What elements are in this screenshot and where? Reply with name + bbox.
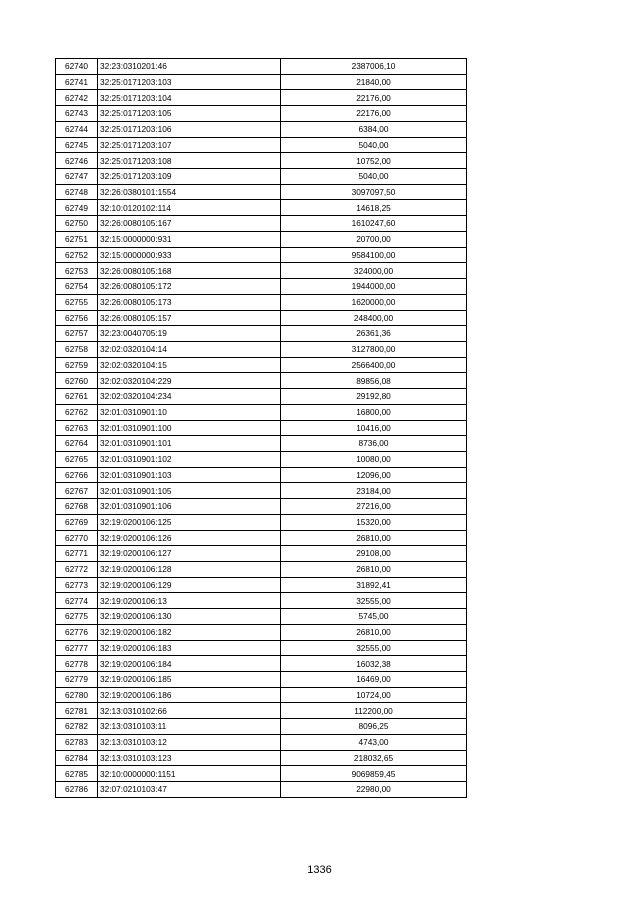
cadastral-value-cell: 26810,00 [281, 562, 467, 578]
row-number-cell: 62775 [56, 609, 98, 625]
row-number-cell: 62751 [56, 231, 98, 247]
cadastral-number-cell: 32:15:0000000:931 [98, 231, 281, 247]
cadastral-number-cell: 32:19:0200106:186 [98, 687, 281, 703]
table-row [56, 640, 467, 656]
cadastral-value-cell: 1610247,60 [281, 216, 467, 232]
row-number-cell: 62744 [56, 121, 98, 137]
cadastral-number-cell: 32:13:0310103:11 [98, 719, 281, 735]
cadastral-number-cell: 32:02:0320104:15 [98, 357, 281, 373]
row-number-cell: 62753 [56, 263, 98, 279]
cadastral-number-cell: 32:26:0080105:173 [98, 294, 281, 310]
cadastral-value-cell: 112200,00 [281, 703, 467, 719]
cadastral-value-cell: 10752,00 [281, 153, 467, 169]
row-number-cell: 62743 [56, 106, 98, 122]
cadastral-value-cell: 2387006,10 [281, 59, 467, 75]
row-number-cell: 62740 [56, 59, 98, 75]
cadastral-number-cell: 32:01:0310901:100 [98, 420, 281, 436]
cadastral-value-cell: 27216,00 [281, 499, 467, 515]
cadastral-number-cell: 32:26:0080105:167 [98, 216, 281, 232]
table-row [56, 782, 467, 798]
table-row [56, 90, 467, 106]
row-number-cell: 62769 [56, 514, 98, 530]
cadastral-value-cell: 2566400,00 [281, 357, 467, 373]
table-row [56, 247, 467, 263]
table-row [56, 310, 467, 326]
row-number-cell: 62766 [56, 467, 98, 483]
cadastral-value-cell: 15320,00 [281, 514, 467, 530]
row-number-cell: 62761 [56, 389, 98, 405]
cadastral-number-cell: 32:10:0120102:114 [98, 200, 281, 216]
cadastral-number-cell: 32:25:0171203:106 [98, 121, 281, 137]
cadastral-value-cell: 1944000,00 [281, 279, 467, 295]
table-container [55, 58, 466, 798]
cadastral-number-cell: 32:19:0200106:129 [98, 577, 281, 593]
cadastral-number-cell: 32:26:0080105:168 [98, 263, 281, 279]
row-number-cell: 62779 [56, 672, 98, 688]
row-number-cell: 62765 [56, 451, 98, 467]
cadastral-number-cell: 32:02:0320104:14 [98, 341, 281, 357]
cadastral-value-cell: 22980,00 [281, 782, 467, 798]
table-row [56, 593, 467, 609]
row-number-cell: 62754 [56, 279, 98, 295]
cadastral-number-cell: 32:13:0310103:12 [98, 734, 281, 750]
cadastral-value-cell: 16800,00 [281, 404, 467, 420]
cadastral-number-cell: 32:13:0310103:123 [98, 750, 281, 766]
cadastral-number-cell: 32:02:0320104:234 [98, 389, 281, 405]
cadastral-number-cell: 32:01:0310901:103 [98, 467, 281, 483]
cadastral-number-cell: 32:19:0200106:185 [98, 672, 281, 688]
cadastral-number-cell: 32:19:0200106:130 [98, 609, 281, 625]
cadastral-value-cell: 26810,00 [281, 624, 467, 640]
cadastral-value-cell: 29108,00 [281, 546, 467, 562]
cadastral-number-cell: 32:19:0200106:127 [98, 546, 281, 562]
table-row [56, 687, 467, 703]
cadastral-number-cell: 32:07:0210103:47 [98, 782, 281, 798]
row-number-cell: 62741 [56, 74, 98, 90]
row-number-cell: 62750 [56, 216, 98, 232]
cadastral-number-cell: 32:01:0310901:106 [98, 499, 281, 515]
table-row [56, 294, 467, 310]
row-number-cell: 62742 [56, 90, 98, 106]
table-row [56, 703, 467, 719]
table-row [56, 530, 467, 546]
cadastral-value-cell: 20700,00 [281, 231, 467, 247]
cadastral-number-cell: 32:26:0080105:172 [98, 279, 281, 295]
row-number-cell: 62774 [56, 593, 98, 609]
row-number-cell: 62777 [56, 640, 98, 656]
cadastral-number-cell: 32:25:0171203:105 [98, 106, 281, 122]
cadastral-number-cell: 32:23:0040705:19 [98, 326, 281, 342]
row-number-cell: 62771 [56, 546, 98, 562]
cadastral-value-cell: 4743,00 [281, 734, 467, 750]
table-row [56, 231, 467, 247]
row-number-cell: 62759 [56, 357, 98, 373]
row-number-cell: 62786 [56, 782, 98, 798]
cadastral-value-cell: 23184,00 [281, 483, 467, 499]
cadastral-value-cell: 10416,00 [281, 420, 467, 436]
row-number-cell: 62767 [56, 483, 98, 499]
table-row [56, 624, 467, 640]
cadastral-value-table [55, 58, 467, 798]
row-number-cell: 62758 [56, 341, 98, 357]
table-row [56, 734, 467, 750]
table-row [56, 169, 467, 185]
table-row [56, 483, 467, 499]
cadastral-value-cell: 9584100,00 [281, 247, 467, 263]
table-row [56, 467, 467, 483]
cadastral-value-cell: 5745,00 [281, 609, 467, 625]
cadastral-number-cell: 32:26:0380101:1554 [98, 184, 281, 200]
row-number-cell: 62749 [56, 200, 98, 216]
row-number-cell: 62764 [56, 436, 98, 452]
cadastral-value-cell: 3097097,50 [281, 184, 467, 200]
row-number-cell: 62768 [56, 499, 98, 515]
table-row [56, 750, 467, 766]
cadastral-number-cell: 32:10:0000000:1151 [98, 766, 281, 782]
cadastral-value-cell: 5040,00 [281, 137, 467, 153]
row-number-cell: 62756 [56, 310, 98, 326]
cadastral-value-cell: 10080,00 [281, 451, 467, 467]
cadastral-value-cell: 8736,00 [281, 436, 467, 452]
cadastral-value-cell: 8096,25 [281, 719, 467, 735]
row-number-cell: 62783 [56, 734, 98, 750]
table-row [56, 420, 467, 436]
row-number-cell: 62778 [56, 656, 98, 672]
table-row [56, 326, 467, 342]
table-row [56, 766, 467, 782]
cadastral-value-cell: 5040,00 [281, 169, 467, 185]
table-row [56, 279, 467, 295]
table-row [56, 656, 467, 672]
cadastral-value-cell: 10724,00 [281, 687, 467, 703]
cadastral-number-cell: 32:01:0310901:101 [98, 436, 281, 452]
table-row [56, 546, 467, 562]
row-number-cell: 62781 [56, 703, 98, 719]
row-number-cell: 62752 [56, 247, 98, 263]
table-row [56, 436, 467, 452]
cadastral-number-cell: 32:19:0200106:13 [98, 593, 281, 609]
table-row [56, 357, 467, 373]
row-number-cell: 62782 [56, 719, 98, 735]
table-row [56, 137, 467, 153]
cadastral-number-cell: 32:25:0171203:103 [98, 74, 281, 90]
cadastral-number-cell: 32:25:0171203:104 [98, 90, 281, 106]
cadastral-number-cell: 32:19:0200106:125 [98, 514, 281, 530]
cadastral-value-cell: 22176,00 [281, 106, 467, 122]
cadastral-number-cell: 32:01:0310901:102 [98, 451, 281, 467]
cadastral-number-cell: 32:19:0200106:182 [98, 624, 281, 640]
row-number-cell: 62773 [56, 577, 98, 593]
table-row [56, 341, 467, 357]
cadastral-value-cell: 32555,00 [281, 640, 467, 656]
table-row [56, 404, 467, 420]
cadastral-number-cell: 32:25:0171203:107 [98, 137, 281, 153]
cadastral-number-cell: 32:19:0200106:128 [98, 562, 281, 578]
table-row [56, 200, 467, 216]
row-number-cell: 62757 [56, 326, 98, 342]
cadastral-number-cell: 32:02:0320104:229 [98, 373, 281, 389]
cadastral-number-cell: 32:19:0200106:184 [98, 656, 281, 672]
cadastral-number-cell: 32:23:0310201:46 [98, 59, 281, 75]
table-row [56, 389, 467, 405]
cadastral-number-cell: 32:01:0310901:10 [98, 404, 281, 420]
cadastral-value-cell: 14618,25 [281, 200, 467, 216]
cadastral-number-cell: 32:26:0080105:157 [98, 310, 281, 326]
row-number-cell: 62746 [56, 153, 98, 169]
cadastral-value-cell: 12096,00 [281, 467, 467, 483]
cadastral-value-cell: 9069859,45 [281, 766, 467, 782]
row-number-cell: 62770 [56, 530, 98, 546]
row-number-cell: 62762 [56, 404, 98, 420]
row-number-cell: 62760 [56, 373, 98, 389]
table-row [56, 216, 467, 232]
cadastral-value-cell: 6384,00 [281, 121, 467, 137]
cadastral-value-cell: 32555,00 [281, 593, 467, 609]
cadastral-number-cell: 32:19:0200106:126 [98, 530, 281, 546]
table-row [56, 106, 467, 122]
cadastral-value-cell: 218032,65 [281, 750, 467, 766]
row-number-cell: 62747 [56, 169, 98, 185]
table-row [56, 451, 467, 467]
cadastral-value-cell: 1620000,00 [281, 294, 467, 310]
cadastral-value-cell: 16032,38 [281, 656, 467, 672]
table-body [56, 59, 467, 798]
row-number-cell: 62784 [56, 750, 98, 766]
table-row [56, 263, 467, 279]
page-number: 1336 [307, 864, 332, 876]
cadastral-value-cell: 3127800,00 [281, 341, 467, 357]
cadastral-value-cell: 29192,80 [281, 389, 467, 405]
table-row [56, 719, 467, 735]
table-row [56, 74, 467, 90]
row-number-cell: 62745 [56, 137, 98, 153]
cadastral-number-cell: 32:13:0310102:66 [98, 703, 281, 719]
row-number-cell: 62772 [56, 562, 98, 578]
cadastral-value-cell: 21840,00 [281, 74, 467, 90]
cadastral-number-cell: 32:25:0171203:109 [98, 169, 281, 185]
row-number-cell: 62785 [56, 766, 98, 782]
table-row [56, 577, 467, 593]
cadastral-number-cell: 32:15:0000000:933 [98, 247, 281, 263]
table-row [56, 562, 467, 578]
table-row [56, 59, 467, 75]
row-number-cell: 62748 [56, 184, 98, 200]
row-number-cell: 62763 [56, 420, 98, 436]
cadastral-number-cell: 32:19:0200106:183 [98, 640, 281, 656]
table-row [56, 184, 467, 200]
table-row [56, 499, 467, 515]
row-number-cell: 62776 [56, 624, 98, 640]
cadastral-number-cell: 32:25:0171203:108 [98, 153, 281, 169]
table-row [56, 672, 467, 688]
table-row [56, 514, 467, 530]
cadastral-number-cell: 32:01:0310901:105 [98, 483, 281, 499]
table-row [56, 609, 467, 625]
cadastral-value-cell: 16469,00 [281, 672, 467, 688]
cadastral-value-cell: 324000,00 [281, 263, 467, 279]
row-number-cell: 62755 [56, 294, 98, 310]
table-row [56, 153, 467, 169]
cadastral-value-cell: 248400,00 [281, 310, 467, 326]
cadastral-value-cell: 26361,36 [281, 326, 467, 342]
cadastral-value-cell: 89856,08 [281, 373, 467, 389]
row-number-cell: 62780 [56, 687, 98, 703]
table-row [56, 373, 467, 389]
table-row [56, 121, 467, 137]
cadastral-value-cell: 26810,00 [281, 530, 467, 546]
cadastral-value-cell: 22176,00 [281, 90, 467, 106]
cadastral-value-cell: 31892,41 [281, 577, 467, 593]
